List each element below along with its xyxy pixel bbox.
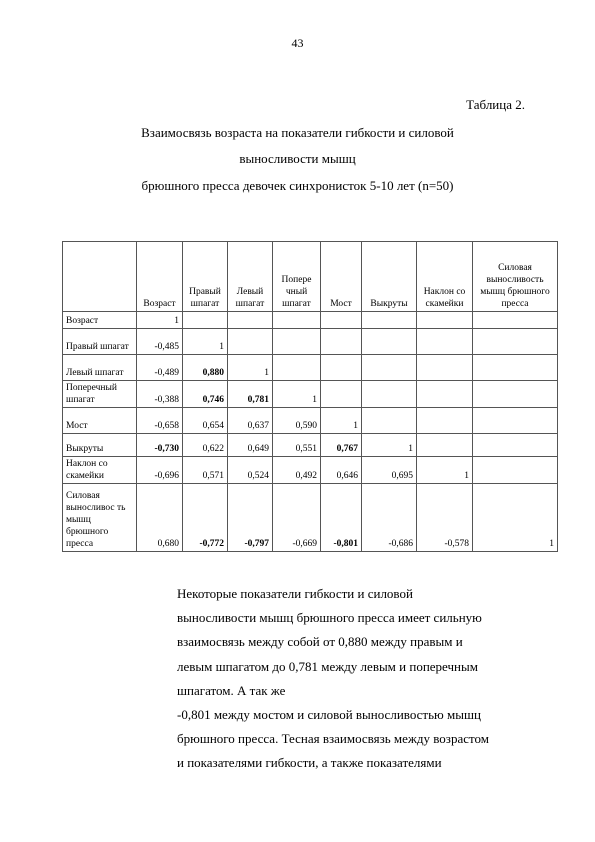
table-cell: -0,489 bbox=[137, 355, 183, 381]
table-cell: -0,797 bbox=[228, 484, 273, 552]
header-cell: Правый шпагат bbox=[183, 242, 228, 312]
body-paragraph bbox=[177, 582, 537, 776]
page-number: 43 bbox=[291, 36, 304, 50]
table-cell bbox=[273, 329, 321, 355]
table-cell bbox=[362, 381, 417, 408]
table-cell bbox=[473, 457, 558, 484]
table-row bbox=[63, 484, 558, 552]
table-cell bbox=[473, 312, 558, 329]
paragraph-line: Некоторые показатели гибкости и силовой bbox=[177, 586, 413, 601]
header-cell: Возраст bbox=[137, 242, 183, 312]
table-cell bbox=[417, 434, 473, 457]
table-cell bbox=[417, 312, 473, 329]
table-cell: 1 bbox=[228, 355, 273, 381]
table-cell bbox=[321, 355, 362, 381]
paragraph-line: левым шпагатом до 0,781 между левым и поперечным bbox=[177, 658, 478, 674]
table-caption-line: брюшного пресса девочек синхронисток 5-10 лет (n=50) bbox=[141, 178, 454, 193]
table-cell bbox=[362, 355, 417, 381]
table-cell bbox=[473, 381, 558, 408]
table-row bbox=[63, 434, 558, 457]
table-row bbox=[63, 408, 558, 434]
table-cell bbox=[417, 381, 473, 408]
paragraph-line: взаимосвязь между собой от 0,880 между правым и bbox=[177, 634, 463, 650]
table-cell: 1 bbox=[417, 457, 473, 484]
table-header-row bbox=[63, 242, 558, 312]
table-cell: 0,767 bbox=[321, 434, 362, 457]
table-cell: 0,622 bbox=[183, 434, 228, 457]
table-cell bbox=[273, 312, 321, 329]
header-cell: Наклон со скамейки bbox=[417, 242, 473, 312]
table-cell: -0,730 bbox=[137, 434, 183, 457]
table-cell: 1 bbox=[183, 329, 228, 355]
table-cell: 1 bbox=[273, 381, 321, 408]
table-cell bbox=[417, 408, 473, 434]
header-cell: Силовая выносливость мышц брюшного пресса bbox=[473, 242, 558, 312]
table-cell: -0,485 bbox=[137, 329, 183, 355]
table-cell: -0,388 bbox=[137, 381, 183, 408]
table-cell: 0,746 bbox=[183, 381, 228, 408]
table-row bbox=[63, 457, 558, 484]
table-cell: -0,686 bbox=[362, 484, 417, 552]
table-cell bbox=[473, 355, 558, 381]
header-cell: Выкруты bbox=[362, 242, 417, 312]
table-cell bbox=[473, 329, 558, 355]
paragraph-line: шпагатом. А так же bbox=[177, 682, 286, 698]
table-cell: 0,571 bbox=[183, 457, 228, 484]
row-header-cell: Мост bbox=[63, 408, 137, 434]
row-header-cell: Силовая выносливос ть мышц брюшного пресса bbox=[63, 484, 137, 552]
table-cell bbox=[417, 329, 473, 355]
table-row bbox=[63, 312, 558, 329]
table-cell bbox=[362, 329, 417, 355]
table-cell: 1 bbox=[321, 408, 362, 434]
table-cell bbox=[273, 355, 321, 381]
table-cell: -0,772 bbox=[183, 484, 228, 552]
table-cell: 0,637 bbox=[228, 408, 273, 434]
table-cell: -0,669 bbox=[273, 484, 321, 552]
table-cell: 0,781 bbox=[228, 381, 273, 408]
table-cell: 0,590 bbox=[273, 408, 321, 434]
table-cell bbox=[417, 355, 473, 381]
table-row bbox=[63, 329, 558, 355]
table-caption-line: Взаимосвязь возраста на показатели гибкости и силовой bbox=[141, 125, 454, 140]
correlation-table bbox=[62, 241, 558, 552]
table-cell bbox=[473, 408, 558, 434]
table-cell: -0,696 bbox=[137, 457, 183, 484]
table-cell bbox=[321, 312, 362, 329]
table-cell bbox=[183, 312, 228, 329]
table-cell bbox=[362, 312, 417, 329]
row-header-cell: Возраст bbox=[63, 312, 137, 329]
paragraph-line: выносливости мышц брюшного пресса имеет сильную bbox=[177, 610, 482, 626]
header-cell: Левый шпагат bbox=[228, 242, 273, 312]
paragraph-line: и показателями гибкости, а также показателями bbox=[177, 755, 442, 771]
table-cell: 0,646 bbox=[321, 457, 362, 484]
table-cell: 0,492 bbox=[273, 457, 321, 484]
table-cell: 0,524 bbox=[228, 457, 273, 484]
header-cell bbox=[63, 242, 137, 312]
table-caption-line: выносливости мышц bbox=[239, 151, 356, 166]
row-header-cell: Наклон со скамейки bbox=[63, 457, 137, 484]
table-cell: 0,654 bbox=[183, 408, 228, 434]
table-cell: 1 bbox=[362, 434, 417, 457]
table-cell: -0,801 bbox=[321, 484, 362, 552]
paragraph-line: -0,801 между мостом и силовой выносливостью мышц bbox=[177, 707, 481, 723]
table-cell: 1 bbox=[137, 312, 183, 329]
table-row bbox=[63, 355, 558, 381]
table-row bbox=[63, 381, 558, 408]
row-header-cell: Правый шпагат bbox=[63, 329, 137, 355]
table-cell: -0,658 bbox=[137, 408, 183, 434]
table-cell: 0,880 bbox=[183, 355, 228, 381]
table-cell: 0,680 bbox=[137, 484, 183, 552]
table-label: Таблица 2. bbox=[466, 97, 525, 112]
row-header-cell: Поперечный шпагат bbox=[63, 381, 137, 408]
table-cell bbox=[228, 312, 273, 329]
header-cell: Попере чный шпагат bbox=[273, 242, 321, 312]
row-header-cell: Левый шпагат bbox=[63, 355, 137, 381]
row-header-cell: Выкруты bbox=[63, 434, 137, 457]
table-cell bbox=[228, 329, 273, 355]
table-cell: 0,695 bbox=[362, 457, 417, 484]
table-cell: 1 bbox=[473, 484, 558, 552]
header-cell: Мост bbox=[321, 242, 362, 312]
table-cell: -0,578 bbox=[417, 484, 473, 552]
table-cell bbox=[321, 329, 362, 355]
table-cell: 0,649 bbox=[228, 434, 273, 457]
table-cell bbox=[321, 381, 362, 408]
table-cell bbox=[362, 408, 417, 434]
table-cell: 0,551 bbox=[273, 434, 321, 457]
paragraph-line: брюшного пресса. Тесная взаимосвязь между возрастом bbox=[177, 731, 489, 747]
table-cell bbox=[473, 434, 558, 457]
